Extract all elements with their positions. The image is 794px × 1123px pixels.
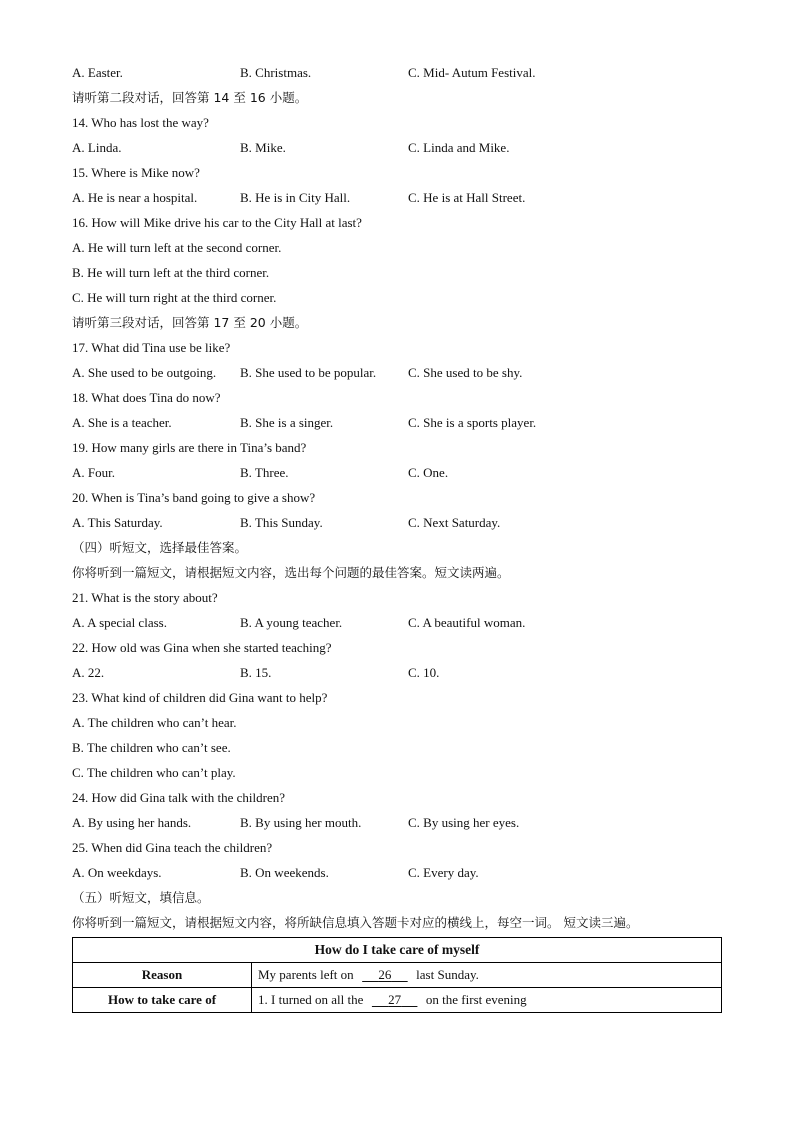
- question-text: 24. How did Gina talk with the children?: [72, 790, 286, 805]
- option-a[interactable]: A. This Saturday.: [72, 515, 163, 530]
- option-b[interactable]: B. Mike.: [240, 140, 286, 155]
- question-text: 20. When is Tina’s band going to give a show?: [72, 490, 316, 505]
- section-instruction: （五）听短文，填信息。: [72, 890, 210, 905]
- question-text: 25. When did Gina teach the children?: [72, 840, 273, 855]
- option-a[interactable]: A. A special class.: [72, 615, 167, 630]
- answer-options: [72, 863, 722, 888]
- option-a[interactable]: A. On weekdays.: [72, 865, 162, 880]
- answer-options: [72, 138, 722, 163]
- option-c[interactable]: C. He is at Hall Street.: [408, 190, 526, 205]
- section-instruction: 请听第三段对话，回答第 17 至 20 小题。: [72, 315, 308, 330]
- option-a[interactable]: A. She is a teacher.: [72, 415, 172, 430]
- row-content: [252, 988, 722, 1013]
- question-text: 16. How will Mike drive his car to the City Hall at last?: [72, 215, 362, 230]
- table-row: [73, 988, 722, 1013]
- option-a[interactable]: A. Linda.: [72, 140, 122, 155]
- option-c[interactable]: C. She used to be shy.: [408, 365, 523, 380]
- option-b[interactable]: B. A young teacher.: [240, 615, 343, 630]
- table-title: How do I take care of myself: [73, 938, 722, 963]
- option-c[interactable]: C. She is a sports player.: [408, 415, 537, 430]
- row-text-before: 1. I turned on all the: [258, 992, 364, 1007]
- row-text-after: last Sunday.: [416, 967, 479, 982]
- option-c[interactable]: C. One.: [408, 465, 449, 480]
- answer-blank-26[interactable]: 26: [378, 967, 392, 982]
- option-a[interactable]: A. She used to be outgoing.: [72, 365, 217, 380]
- option-b[interactable]: B. This Sunday.: [240, 515, 323, 530]
- answer-options: [72, 513, 722, 538]
- question-text: 17. What did Tina use be like?: [72, 340, 231, 355]
- option-a[interactable]: A. Four.: [72, 465, 115, 480]
- option-c[interactable]: C. Mid- Autum Festival.: [408, 65, 536, 80]
- question-text: 19. How many girls are there in Tina’s band?: [72, 440, 307, 455]
- option-a[interactable]: A. By using her hands.: [72, 815, 192, 830]
- question-text: 14. Who has lost the way?: [72, 115, 209, 130]
- answer-options: [72, 188, 722, 213]
- answer-options: [72, 813, 722, 838]
- table-row: [73, 963, 722, 988]
- option-c[interactable]: C. Linda and Mike.: [408, 140, 510, 155]
- option-b[interactable]: B. He is in City Hall.: [240, 190, 351, 205]
- question-list: [72, 63, 722, 938]
- option-a[interactable]: A. He is near a hospital.: [72, 190, 198, 205]
- row-content: [252, 963, 722, 988]
- fill-in-table: [72, 937, 722, 1013]
- section-instruction: 你将听到一篇短文，请根据短文内容，选出每个问题的最佳答案。短文读两遍。: [72, 565, 510, 580]
- answer-options: [72, 363, 722, 388]
- option-b[interactable]: B. On weekends.: [240, 865, 329, 880]
- question-text: C. The children who can’t play.: [72, 765, 236, 780]
- option-b[interactable]: B. By using her mouth.: [240, 815, 362, 830]
- option-a[interactable]: A. Easter.: [72, 65, 123, 80]
- answer-options: [72, 413, 722, 438]
- answer-options: [72, 613, 722, 638]
- answer-options: [72, 663, 722, 688]
- option-c[interactable]: C. A beautiful woman.: [408, 615, 526, 630]
- option-c[interactable]: C. By using her eyes.: [408, 815, 520, 830]
- row-label: How to take care of: [73, 988, 252, 1013]
- exam-page: [72, 63, 722, 1013]
- question-text: 15. Where is Mike now?: [72, 165, 200, 180]
- question-text: B. The children who can’t see.: [72, 740, 231, 755]
- option-c[interactable]: C. Next Saturday.: [408, 515, 501, 530]
- question-text: 22. How old was Gina when she started teaching?: [72, 640, 332, 655]
- question-text: A. He will turn left at the second corner.: [72, 240, 282, 255]
- option-c[interactable]: C. Every day.: [408, 865, 479, 880]
- option-c[interactable]: C. 10.: [408, 665, 440, 680]
- row-text-before: My parents left on: [258, 967, 354, 982]
- section-instruction: （四）听短文，选择最佳答案。: [72, 540, 248, 555]
- section-instruction: 你将听到一篇短文，请根据短文内容，将所缺信息填入答题卡对应的横线上，每空一词。 短文读三遍。: [72, 915, 639, 930]
- option-b[interactable]: B. 15.: [240, 665, 272, 680]
- option-a[interactable]: A. 22.: [72, 665, 105, 680]
- answer-options: [72, 63, 722, 88]
- question-text: C. He will turn right at the third corner.: [72, 290, 277, 305]
- option-b[interactable]: B. She used to be popular.: [240, 365, 377, 380]
- row-label: Reason: [73, 963, 252, 988]
- question-text: 18. What does Tina do now?: [72, 390, 221, 405]
- row-text-after: on the first evening: [425, 992, 527, 1007]
- option-b[interactable]: B. Christmas.: [240, 65, 312, 80]
- section-instruction: 请听第二段对话，回答第 14 至 16 小题。: [72, 90, 308, 105]
- question-text: B. He will turn left at the third corner.: [72, 265, 270, 280]
- option-b[interactable]: B. She is a singer.: [240, 415, 334, 430]
- answer-options: [72, 463, 722, 488]
- question-text: A. The children who can’t hear.: [72, 715, 237, 730]
- answer-blank-27[interactable]: 27: [388, 992, 402, 1007]
- question-text: 21. What is the story about?: [72, 590, 218, 605]
- option-b[interactable]: B. Three.: [240, 465, 289, 480]
- question-text: 23. What kind of children did Gina want to help?: [72, 690, 328, 705]
